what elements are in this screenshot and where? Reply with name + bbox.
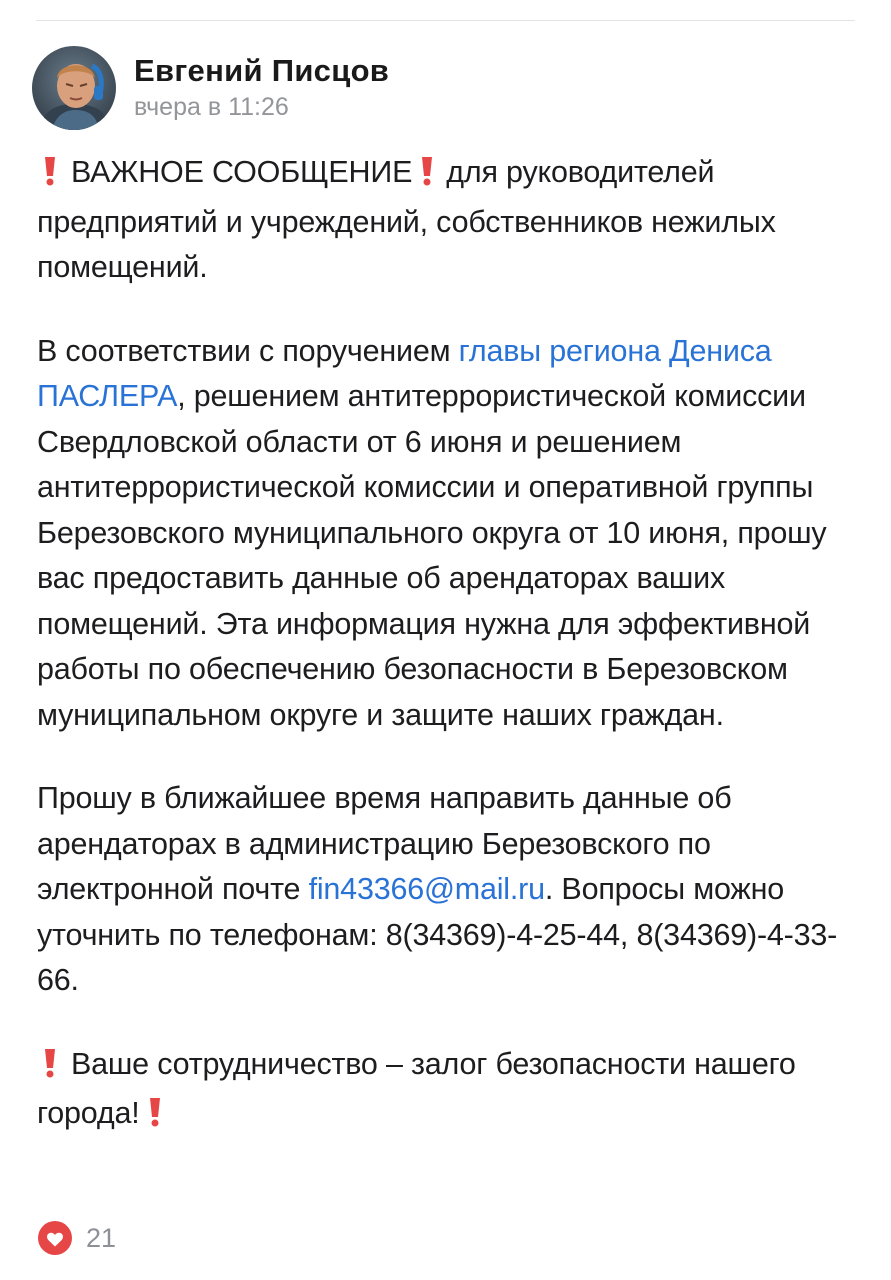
closing-statement: Ваше сотрудничество – залог безопасности нашего города! [37,1046,796,1130]
email-link[interactable]: fin43366@mail.ru [308,872,545,906]
top-divider [36,20,855,21]
post-paragraph-2 [37,329,867,739]
heart-icon [38,1221,72,1255]
post-header [32,46,389,130]
avatar-photo-icon [32,46,116,130]
like-button[interactable] [38,1221,116,1255]
red-exclamation-mark-icon [420,154,434,200]
red-exclamation-mark-icon [148,1095,162,1141]
author-info [134,53,389,123]
red-exclamation-mark-icon [43,1046,57,1092]
red-exclamation-mark-icon [43,154,57,200]
post-text [37,150,867,1179]
important-message-heading: ВАЖНОЕ СООБЩЕНИЕ [71,155,413,189]
author-avatar[interactable] [32,46,116,130]
post-time[interactable]: вчера в 11:26 [134,93,289,121]
post-paragraph-3 [37,776,867,1004]
paragraph-3-text-end: . Вопросы можно уточнить по телефонам: 8(34369)-4-25-44, 8(34369)-4-33-66. [37,872,838,997]
post-paragraph-4 [37,1042,867,1141]
post-footer [38,1221,116,1255]
post-paragraph-1 [37,150,867,291]
governor-link[interactable]: главы региона Дениса ПАСЛЕРА [37,333,772,413]
paragraph-2-text-start: В соответствии с поручением [37,333,459,368]
author-name[interactable]: Евгений Писцов [134,53,390,88]
paragraph-3-text-start: Прошу в ближайшее время направить данные об арендаторах в администрацию Березовского по электронной почте [37,781,732,906]
like-count: 21 [86,1222,117,1253]
paragraph-1-text: для руководителей предприятий и учреждений, собственников нежилых помещений. [37,155,776,284]
paragraph-2-text-end: , решением антитеррористической комиссии Свердловской области от 6 июня и решением антитеррористической комиссии и оперативной группы Березовского муниципального округа от 10 июня, прошу вас предоставить данные об арендаторах ваших помещений. Эта информация нужна для эффективной работы по обеспечению безопасности в Березовском муниципальном округе и защите наших граждан. [37,379,827,732]
